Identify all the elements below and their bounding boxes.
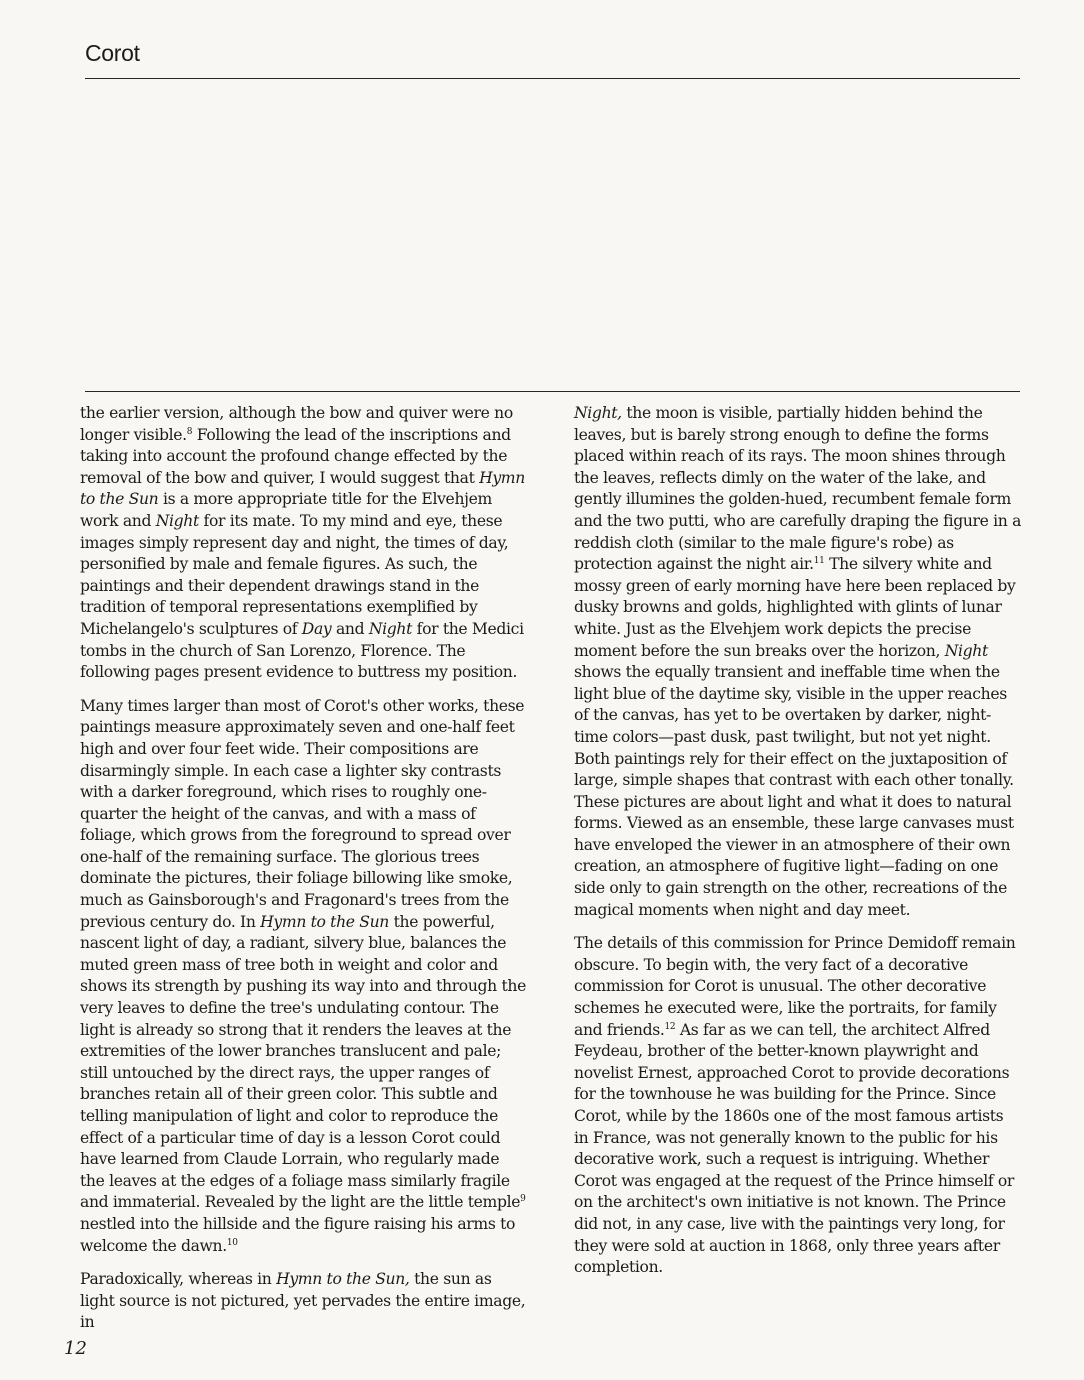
left-paragraph-2: Many times larger than most of Corot's other works, these paintings measure approximately seven and one-half feet high and over four feet wide. Their compositions are disarmingly simple. In each case a lighter sky contrasts with a darker foreground, which rises to roughly one-quarter the height of the canvas, and with a mass of foliage, which grows from the foreground to spread over one-half of the remaining surface. The glorious trees dominate the pictures, their foliage billowing like smoke, much as Gainsborough's and Fragonard's trees from the previous century do. In Hymn to the Sun the powerful, nascent light of day, a radiant, silvery blue, balances the muted green mass of tree both in weight and color and shows its strength by pushing its way into and through the very leaves to define the tree's undulating contour. The light is already so strong that it renders the leaves at the extremities of the lower branches translucent and pale; still untouched by the direct rays, the upper ranges of branches retain all of their green color. This subtle and telling manipulation of light and color to reproduce the effect of a particular time of day is a lesson Corot could have learned from Claude Lorrain, who regularly made the leaves at the edges of a foliage mass similarly fragile and immaterial. Revealed by the light are the little temple$^9$ nestled into the hillside and the figure raising his arms to welcome the dawn.$^{10}$ (80, 696, 526, 1255)
italic-title: Night (155, 511, 199, 530)
header-rule (85, 78, 1020, 79)
right-paragraph-2: The details of this commission for Prince Demidoff remain obscure. To begin with, the very fact of a decorative commission for Corot is unusual. The other decorative schemes he executed were, like the portraits, for family and friends.$^{12}$ As far as we can tell, the architect Alfred Feydeau, brother of the better-known playwright and novelist Ernest, approached Corot to provide decorations for the townhouse he was building for the Prince. Since Corot, while by the 1860s one of the most famous artists in France, was not generally known to the public for his decorative work, such a request is intriguing. Whether Corot was engaged at the request of the Prince himself or on the architect's own initiative is not known. The Prince did not, in any case, live with the paintings very long, for they were sold at auction in 1868, only three years after completion. (574, 934, 1016, 1277)
running-title: Corot (85, 40, 140, 66)
italic-title: Hymn to the Sun (80, 468, 525, 509)
italic-title: Hymn to the Sun, (276, 1270, 410, 1289)
footnote-ref-11: 11 (813, 556, 825, 567)
footnote-ref-8: 8 (186, 426, 193, 437)
footnote-ref-12: 12 (664, 1021, 676, 1032)
italic-title: Night, (574, 404, 622, 422)
left-text-column (80, 403, 528, 1346)
left-paragraph-3: Paradoxically, whereas in Hymn to the Sun, the sun as light source is not pictured, yet pervades the entire image, in (80, 1270, 526, 1332)
right-text-column (574, 403, 1022, 1291)
figure-bottom-rule (85, 391, 1020, 392)
italic-title: Day (301, 619, 332, 638)
italic-title: Hymn to the Sun (260, 912, 389, 931)
page-number: 12 (64, 1338, 87, 1359)
footnote-ref-10: 10 (226, 1237, 238, 1248)
italic-title: Night (368, 619, 413, 638)
footnote-ref-9: 9 (520, 1194, 526, 1205)
right-paragraph-1: Night, the moon is visible, partially hidden behind the leaves, but is barely strong enough to define the forms placed within reach of its rays. The moon shines through the leaves, reflects dimly on the water of the lake, and gently illumines the golden-hued, recumbent female form and the two putti, who are carefully draping the figure in a reddish cloth (similar to the male figure's robe) as protection against the night air.$^{11}$ The silvery white and mossy green of early morning have here been replaced by dusky browns and golds, highlighted with glints of lunar white. Just as the Elvehjem work depicts the precise moment before the sun breaks over the horizon, Night shows the equally transient and ineffable time when the light blue of the daytime sky, visible in the upper reaches of the canvas, has yet to be overtaken by darker, night-time colors—past dusk, past twilight, but not yet night. Both paintings rely for their effect on the juxtaposition of large, simple shapes that contrast with each other tonally. These pictures are about light and what it does to natural forms. Viewed as an ensemble, these large canvases must have enveloped the viewer in an atmosphere of their own creation, an atmosphere of fugitive light—fading on one side only to gain strength on the other, recreations of the magical moments when night and day meet. (574, 404, 1022, 919)
italic-title: Night (944, 641, 988, 660)
left-paragraph-1: the earlier version, although the bow and quiver were no longer visible.$^8$ Following the lead of the inscriptions and taking into account the profound change effected by the removal of the bow and quiver, I would suggest that Hymn to the Sun is a more appropriate title for the Elvehjem work and Night for its mate. To my mind and eye, these images simply represent day and night, the times of day, personified by male and female figures. As such, the paintings and their dependent drawings stand in the tradition of temporal representations exemplified by Michelangelo's sculptures of Day and Night for the Medici tombs in the church of San Lorenzo, Florence. The following pages present evidence to buttress my position. (80, 404, 525, 682)
